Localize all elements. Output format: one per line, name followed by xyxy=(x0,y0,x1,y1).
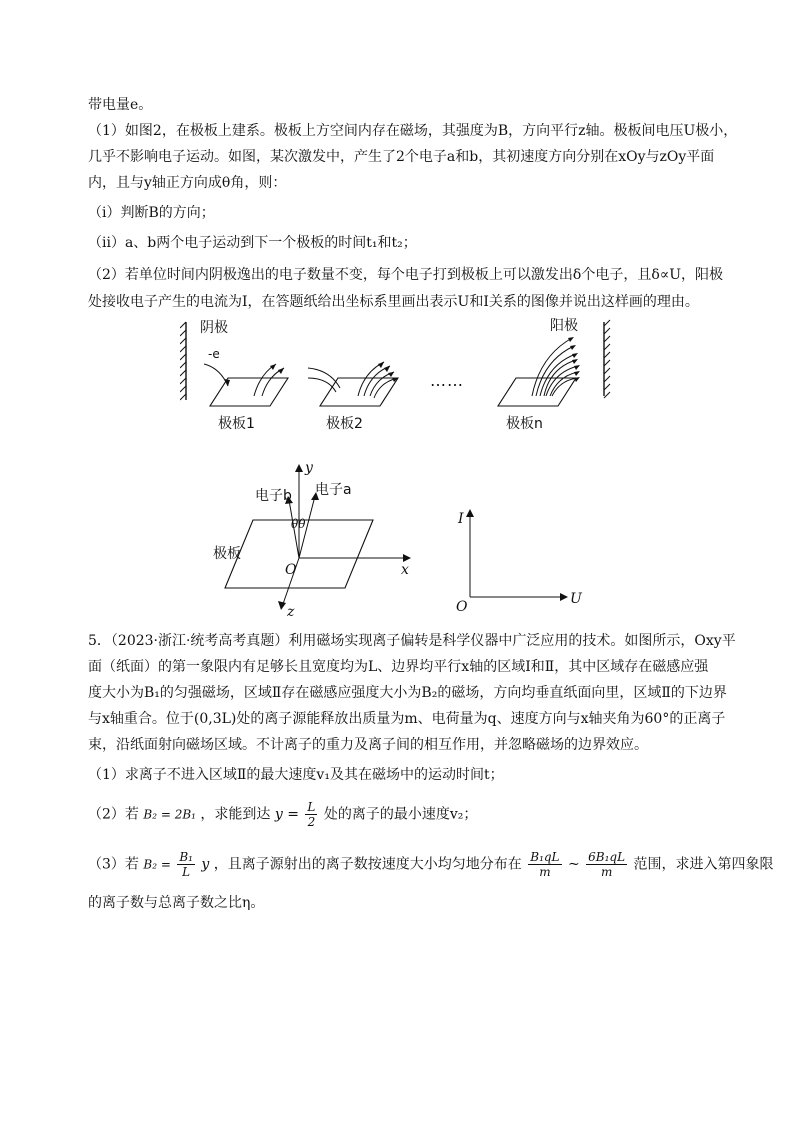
i-axis-arrow xyxy=(466,509,474,517)
q5-line-1: 5．（2023·浙江·统考高考真题）利用磁场实现离子偏转是科学仪器中广泛应用的技术。如图所示，Oxy平 xyxy=(88,633,736,649)
plate-label: 极板 xyxy=(213,546,241,562)
q5-line-5: 束，沿纸面射向磁场区域。不计离子的重力及离子间的相互作用，并忽略磁场的边界效应。 xyxy=(88,737,648,753)
y-axis-label: y xyxy=(305,460,313,476)
plate2-ray-1-arrow xyxy=(378,362,384,368)
q5-part3-fraction-3 xyxy=(586,850,627,879)
q4-part1-line-b: 几乎不影响电子运动。如图，某次激发中，产生了2个电子a和b，其初速度方向分别在xOy与zOy平面 xyxy=(88,149,715,165)
q4-part1-i: （i）判断B的方向； xyxy=(88,205,215,221)
plate-2-label: 极板2 xyxy=(326,416,363,432)
q5-part3-f1-num: B₁ xyxy=(179,850,193,864)
q5-part2-fraction xyxy=(305,800,317,829)
q5-part3-b2: B₂ = xyxy=(143,857,171,872)
q5-part2-frac-den: 2 xyxy=(307,815,316,829)
electron-a-label: 电子a xyxy=(315,482,352,498)
q5-part2-suffix: 处的离子的最小速度v₂； xyxy=(323,806,478,823)
theta-label: θθ xyxy=(291,517,306,531)
i-axis-label: I xyxy=(458,511,464,527)
plate-n-label: 极板n xyxy=(506,416,543,432)
q5-line-3: 度大小为B₁的匀强磁场，区域Ⅱ存在磁感应强度大小为B₂的磁场，方向均垂直纸面向里，区域Ⅱ的下边界 xyxy=(88,685,727,701)
electron-b-label: 电子b xyxy=(255,488,292,504)
plate-1 xyxy=(210,378,288,406)
q5-part3-fraction-2 xyxy=(528,850,561,879)
q5-part3 xyxy=(88,850,774,879)
q5-part2-condition: B₂ = 2B₁ xyxy=(143,807,196,822)
x-axis-arrow xyxy=(403,554,411,562)
u-axis-arrow xyxy=(560,593,568,601)
q5-part3-prefix: （3）若 xyxy=(88,856,139,873)
ellipsis-dots: …… xyxy=(430,371,464,390)
electron-label: -e xyxy=(208,347,220,361)
x-axis-label: x xyxy=(401,562,409,578)
q5-part1: （1）求离子不进入区域Ⅱ的最大速度v₁及其在磁场中的运动时间t； xyxy=(88,767,504,783)
u-axis-label: U xyxy=(570,591,582,607)
q5-part2 xyxy=(88,800,477,829)
plate1-ray-1-arrow xyxy=(270,364,276,370)
q5-part3-f2-num: B₁qL xyxy=(530,850,560,864)
q4-part1-line-c: 内，且与y轴正方向成θ角，则： xyxy=(88,175,287,191)
z-axis-arrow xyxy=(278,601,286,610)
q5-part2-mid: ，求能到达 xyxy=(200,806,271,823)
q4-part2-line-b: 处接收电子产生的电流为I，在答题纸给出坐标系里画出表示U和I关系的图像并说出这样画的理由。 xyxy=(88,294,699,310)
plate-n-arrows xyxy=(568,337,580,382)
q5-part3-fraction-1 xyxy=(177,850,195,879)
q5-part3-y: y xyxy=(201,856,210,873)
plate-1-label: 极板1 xyxy=(218,416,255,432)
q5-part2-y-eq: y = xyxy=(274,806,299,823)
figure-plate-coordinates xyxy=(205,460,425,620)
q5-part3-f3-den: m xyxy=(600,865,613,879)
origin-label: O xyxy=(285,562,297,578)
q4-line-0: 带电量e。 xyxy=(88,97,153,113)
q5-part3-tilde: ~ xyxy=(567,856,580,873)
q5-part3-line-2: 的离子数与总离子数之比η。 xyxy=(88,895,265,911)
q4-part1-line-a: （1）如图2，在极板上建系。极板上方空间内存在磁场，其强度为B，方向平行z轴。极板间电压U极小， xyxy=(88,123,738,139)
q5-part3-f2-den: m xyxy=(539,865,551,879)
q5-line-2: 面（纸面）的第一象限内有足够长且宽度均为L、边界均平行x轴的区域Ⅰ和Ⅱ，其中区域存在磁感应强 xyxy=(88,659,709,675)
figure-iu-axes xyxy=(450,505,590,615)
q5-part2-prefix: （2）若 xyxy=(88,806,139,823)
q5-part3-mid: ，且离子源射出的离子数按速度大小均匀地分布在 xyxy=(213,856,522,873)
cathode-label: 阴极 xyxy=(200,320,228,336)
y-axis-arrow xyxy=(295,464,303,472)
plate2-incoming-2 xyxy=(308,378,336,392)
q5-line-4: 与x轴重合。位于(0,3L)处的离子源能释放出质量为m、电荷量为q、速度方向与x轴夹角为60°的正离子 xyxy=(88,711,726,727)
q4-part2-line-a: （2）若单位时间内阴极逸出的电子数量不变，每个电子打到极板上可以激发出δ个电子，且δ∝U，阳极 xyxy=(88,267,724,283)
q5-part2-frac-num: L xyxy=(307,800,316,814)
iu-origin-label: O xyxy=(456,599,468,615)
figure-plates-chain xyxy=(180,316,620,436)
q5-part3-suffix: 范围，求进入第四象限 xyxy=(633,856,774,873)
q4-part1-ii: （ii）a、b两个电子运动到下一个极板的时间t₁和t₂； xyxy=(88,235,417,251)
anode-hatch xyxy=(604,320,610,398)
anode-label: 阳极 xyxy=(550,318,578,334)
q5-part3-f3-num: 6B₁qL xyxy=(588,850,626,864)
plate1-ray-2-arrow xyxy=(278,368,284,374)
z-axis-label: z xyxy=(287,604,295,620)
plate2-ray-1 xyxy=(358,362,384,396)
cathode-hatch xyxy=(180,322,186,400)
q5-part3-f1-den: L xyxy=(182,865,191,879)
